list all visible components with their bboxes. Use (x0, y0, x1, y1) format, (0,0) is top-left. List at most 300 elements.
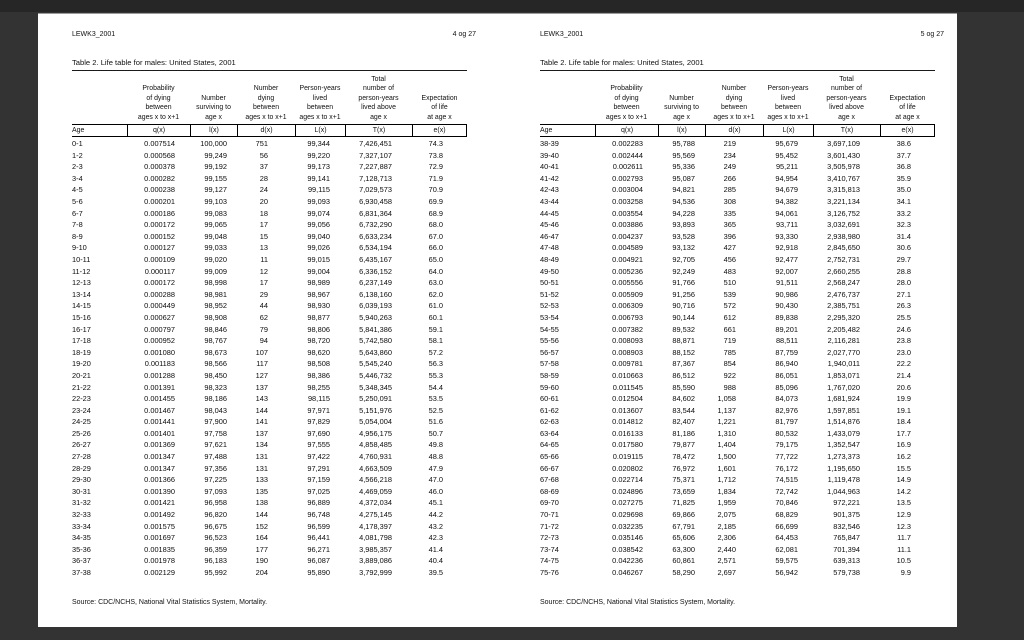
table-cell: 97,971 (307, 405, 330, 415)
table-cell: 94,679 (775, 185, 798, 195)
table-cell: 2,571 (717, 556, 736, 566)
table-cell: 88,152 (672, 347, 695, 357)
table-cell: 785 (723, 347, 736, 357)
table-cell: 74.3 (428, 139, 443, 149)
table-row (72, 358, 467, 370)
column-desc-line: lived (312, 94, 328, 102)
table-cell: 90,430 (775, 301, 798, 311)
table-cell: 61.0 (428, 301, 443, 311)
table-cell: 97,356 (204, 463, 227, 473)
table-cell: 13 (259, 243, 268, 253)
table-cell: 10.5 (896, 556, 911, 566)
table-cell: 0.001080 (144, 347, 175, 357)
table-row (540, 266, 935, 278)
table-cell: 1,681,924 (827, 394, 860, 404)
table-cell: 36-37 (72, 556, 91, 566)
column-symbol: d(x) (237, 125, 295, 136)
table-cell: 23-24 (72, 405, 91, 415)
table-cell: 56.3 (428, 359, 443, 369)
column-desc-line: dying (257, 94, 275, 102)
table-cell: 0.007514 (144, 139, 175, 149)
table-cell: 143 (255, 394, 268, 404)
table-cell: 52.5 (428, 405, 443, 415)
table-cell: 99,020 (204, 254, 227, 264)
table-cell: 14.2 (896, 486, 911, 496)
column-symbol: l(x) (190, 125, 237, 136)
table-cell: 82,407 (672, 417, 695, 427)
table-cell: 0.000186 (144, 208, 175, 218)
table-cell: 1,058 (717, 394, 736, 404)
table-cell: 21-22 (72, 382, 91, 392)
table-cell: 91,511 (775, 278, 798, 288)
table-row (72, 567, 467, 579)
column-desc-cell (658, 94, 705, 122)
page-number: 4 og 27 (452, 31, 476, 38)
table-cell: 39.5 (428, 568, 443, 577)
table-cell: 99,127 (204, 185, 227, 195)
table-cell: 0.046267 (612, 568, 643, 577)
table-cell: 97,291 (307, 463, 330, 473)
column-desc-line: ages x to x+1 (713, 113, 755, 121)
table-row (540, 173, 935, 185)
table-row (540, 405, 935, 417)
table-cell: 60,861 (672, 556, 695, 566)
table-cell: 83,544 (672, 405, 695, 415)
table-cell: 99,083 (204, 208, 227, 218)
table-cell: 1,273,373 (827, 452, 860, 462)
column-desc-line: ages x to x+1 (605, 113, 648, 121)
table-cell: 0.001401 (144, 428, 175, 438)
table-row (540, 347, 935, 359)
table-cell: 456 (723, 254, 736, 264)
table-cell: 2,476,737 (827, 289, 860, 299)
page (38, 14, 506, 627)
column-symbol: T(x) (813, 125, 880, 136)
column-desc-line: age x (370, 113, 387, 121)
table-cell: 59-60 (540, 382, 559, 392)
table-row (72, 347, 467, 359)
table-cell: 3,601,430 (827, 150, 860, 160)
column-descriptions (540, 75, 935, 122)
table-cell: 2,185 (717, 521, 736, 531)
table-cell: 99,048 (204, 231, 227, 241)
table-cell: 51-52 (540, 289, 559, 299)
table-cell: 16.9 (896, 440, 911, 450)
table-cell: 0.004237 (612, 231, 643, 241)
table-cell: 56,942 (775, 568, 798, 577)
column-desc-line: lived above (829, 104, 864, 112)
table-cell: 98,877 (307, 312, 330, 322)
column-desc-line: between (720, 104, 748, 112)
table-cell: 29 (259, 289, 268, 299)
table-cell: 69-70 (540, 498, 559, 508)
table-cell: 29-30 (72, 475, 91, 485)
table-cell: 19.9 (896, 394, 911, 404)
column-desc-line: Number (201, 94, 226, 102)
table-cell: 1,433,079 (827, 428, 860, 438)
table-row (540, 312, 935, 324)
table-cell: 5,643,860 (359, 347, 392, 357)
table-row (72, 393, 467, 405)
table-row (72, 173, 467, 185)
table-cell: 2,116,281 (827, 336, 860, 346)
table-row (540, 277, 935, 289)
table-cell: 5,446,732 (359, 370, 392, 380)
table-cell: 0.027275 (612, 498, 643, 508)
table-cell: 266 (723, 173, 736, 183)
table-cell: 86,512 (672, 370, 695, 380)
table-cell: 98,989 (307, 278, 330, 288)
table-cell: 56 (259, 150, 268, 160)
table-cell: 94,228 (672, 208, 695, 218)
column-symbol: L(x) (295, 125, 345, 136)
table-cell: 204 (255, 568, 268, 577)
table-cell: 84,602 (672, 394, 695, 404)
table-cell: 94,536 (672, 197, 695, 206)
column-desc-line: between (306, 104, 334, 112)
table-cell: 1,959 (717, 498, 736, 508)
table-row (540, 370, 935, 382)
table-cell: 96,889 (307, 498, 330, 508)
table-cell: 91,256 (672, 289, 695, 299)
table-cell: 5,742,580 (359, 336, 392, 346)
table-cell: 24-25 (72, 417, 91, 427)
column-desc-cell (237, 84, 295, 122)
table-cell: 13.5 (896, 498, 911, 508)
table-cell: 1,310 (717, 428, 736, 438)
table-cell: 97,025 (307, 486, 330, 496)
source-note: Source: CDC/NCHS, National Vital Statistics System, Mortality. (540, 599, 736, 606)
table-cell: 27.1 (896, 289, 911, 299)
table-cell: 28.8 (896, 266, 911, 276)
column-desc-line: age x (838, 113, 855, 121)
table-cell: 92,918 (775, 243, 798, 253)
table-cell: 4,566,218 (359, 475, 392, 485)
table-cell: 62.0 (428, 289, 443, 299)
column-desc-line: age x (673, 113, 690, 121)
table-cell: 3,032,691 (827, 220, 860, 230)
table-cell: 57.2 (428, 347, 443, 357)
table-cell: 99,115 (307, 185, 330, 195)
table-cell: 49-50 (540, 266, 559, 276)
table-cell: 719 (723, 336, 736, 346)
table-cell: 701,394 (833, 544, 860, 554)
table-row (72, 474, 467, 486)
table-cell: 63.0 (428, 278, 443, 288)
table-cell: 94,382 (775, 197, 798, 206)
table-cell: 52-53 (540, 301, 559, 311)
table-cell: 96,441 (307, 533, 330, 543)
table-cell: 0.001978 (144, 556, 175, 566)
table-cell: 53.5 (428, 394, 443, 404)
table-cell: 0.000172 (144, 220, 175, 230)
table-cell: 64-65 (540, 440, 559, 450)
table-row (540, 300, 935, 312)
table-cell: 28-29 (72, 463, 91, 473)
table-cell: 35-36 (72, 544, 91, 554)
table-cell: 28 (259, 173, 268, 183)
table-cell: 0.010663 (612, 370, 643, 380)
table-cell: 96,599 (307, 521, 330, 531)
table-cell: 23.8 (896, 336, 911, 346)
column-symbol: L(x) (763, 125, 813, 136)
table-cell: 0.020802 (612, 463, 643, 473)
table-cell: 0.001441 (144, 417, 175, 427)
table-cell: 42-43 (540, 185, 559, 195)
table-row (72, 382, 467, 394)
table-cell: 94 (259, 336, 268, 346)
table-cell: 79,175 (775, 440, 798, 450)
table-cell: 0.000152 (144, 231, 175, 241)
table-cell: 79,877 (672, 440, 695, 450)
table-cell: 71-72 (540, 521, 559, 531)
table-cell: 6,138,160 (359, 289, 392, 299)
table-cell: 6,435,167 (359, 254, 392, 264)
column-desc-line: between (252, 104, 280, 112)
table-cell: 988 (723, 382, 736, 392)
table-cell: 117 (256, 359, 268, 369)
table-cell: 92,477 (775, 254, 798, 264)
table-cell: 539 (723, 289, 736, 299)
table-row (72, 266, 467, 278)
table-cell: 55.3 (428, 370, 443, 380)
table-cell: 76,172 (775, 463, 798, 473)
table-cell: 92,007 (775, 266, 798, 276)
table-cell: 86,051 (775, 370, 798, 380)
table-cell: 3,985,357 (359, 544, 392, 554)
table-cell: 2,697 (717, 568, 736, 577)
table-cell: 12.3 (896, 521, 911, 531)
table-cell: 4,178,397 (359, 521, 392, 531)
table-cell: 70,846 (775, 498, 798, 508)
table-cell: 71,825 (672, 498, 695, 508)
table-row (540, 416, 935, 428)
page-header (540, 30, 944, 39)
table-cell: 94,954 (775, 173, 798, 183)
table-cell: 95,087 (672, 173, 695, 183)
table-cell: 46-47 (540, 231, 559, 241)
column-desc-line: ages x to x+1 (299, 113, 341, 121)
table-cell: 80,532 (775, 428, 798, 438)
table-cell: 96,675 (204, 521, 227, 531)
table-cell: 98,952 (204, 301, 227, 311)
table-row (72, 370, 467, 382)
table-cell: 79 (259, 324, 268, 334)
table-cell: 20-21 (72, 370, 91, 380)
table-cell: 99,033 (204, 243, 227, 253)
table-cell: 3-4 (72, 173, 83, 183)
table-cell: 96,523 (204, 533, 227, 543)
table-row (72, 254, 467, 266)
table-cell: 0.001697 (144, 533, 175, 543)
column-desc-line: at age x (427, 113, 452, 121)
table-cell: 0.002283 (612, 139, 643, 149)
table-cell: 95,211 (775, 162, 798, 172)
table-cell: 60.1 (428, 312, 443, 322)
column-desc-cell (595, 84, 658, 122)
table-row (72, 335, 467, 347)
table-cell: 50.7 (428, 428, 443, 438)
table-cell: 46.0 (428, 486, 443, 496)
table-cell: 97,555 (307, 440, 330, 450)
table-row (72, 208, 467, 220)
table-cell: 37.7 (896, 150, 911, 160)
table-cell: 0.000288 (144, 289, 175, 299)
column-desc-line: person-years (826, 94, 867, 102)
table-cell: 59.1 (428, 324, 443, 334)
table-cell: 0.002611 (612, 162, 643, 172)
table-cell: 0.008903 (612, 347, 643, 357)
table-cell: 36.8 (896, 162, 911, 172)
table-cell: 335 (723, 208, 736, 218)
table-row (540, 497, 935, 509)
table-cell: 95,890 (307, 568, 330, 577)
table-cell: 69.9 (428, 197, 443, 206)
table-row (540, 463, 935, 475)
table-cell: 0.003004 (612, 185, 643, 195)
column-desc-line: number of (362, 85, 395, 93)
table-cell: 97,829 (307, 417, 330, 427)
column-desc-cell (190, 94, 237, 122)
column-symbol-age: Age (540, 127, 553, 135)
table-cell: 74,515 (775, 475, 798, 485)
table-cell: 33-34 (72, 521, 91, 531)
column-desc-cell (705, 84, 763, 122)
table-cell: 61-62 (540, 405, 559, 415)
table-cell: 0.001390 (144, 486, 175, 496)
table-row (540, 358, 935, 370)
table-cell: 131 (255, 452, 268, 462)
table-row (72, 428, 467, 440)
table-cell: 45-46 (540, 220, 559, 230)
table-cell: 17 (259, 278, 268, 288)
table-cell: 751 (255, 139, 268, 149)
table-cell: 86,940 (775, 359, 798, 369)
column-desc-line: of life (899, 104, 916, 112)
table-cell: 0.000172 (144, 278, 175, 288)
table-cell: 54.4 (428, 382, 443, 392)
table-cell: 75,371 (672, 475, 695, 485)
table-cell: 98,186 (204, 394, 227, 404)
table-cell: 127 (255, 370, 268, 380)
table-cell: 95,679 (775, 139, 798, 149)
table-cell: 98,255 (307, 382, 330, 392)
table-cell: 1,044,963 (827, 486, 860, 496)
table-cell: 92,249 (672, 266, 695, 276)
table-cell: 0.001347 (144, 463, 175, 473)
table-cell: 3,889,086 (359, 556, 392, 566)
table-cell: 6-7 (72, 208, 83, 218)
table-cell: 0.029698 (612, 510, 643, 520)
table-cell: 0.001347 (144, 452, 175, 462)
table-cell: 67-68 (540, 475, 559, 485)
table-cell: 39-40 (540, 150, 559, 160)
table-cell: 94,061 (775, 208, 798, 218)
column-desc-line: between (145, 104, 172, 112)
table-cell: 90,716 (672, 301, 695, 311)
column-desc-line: Person-years (299, 85, 341, 93)
table-cell: 0.017580 (612, 440, 643, 450)
table-cell: 0.022714 (612, 475, 643, 485)
table-cell: 98,930 (307, 301, 330, 311)
table-cell: 365 (723, 220, 736, 230)
table-cell: 63,300 (672, 544, 695, 554)
table-row (72, 161, 467, 173)
table-cell: 0.005556 (612, 278, 643, 288)
table-cell: 97,621 (204, 440, 227, 450)
table-cell: 22.2 (896, 359, 911, 369)
table-cell: 31-32 (72, 498, 91, 508)
table-cell: 0.000568 (144, 150, 175, 160)
table-cell: 99,103 (204, 197, 227, 206)
column-symbol: l(x) (658, 125, 705, 136)
table-cell: 0.005236 (612, 266, 643, 276)
table-row (540, 486, 935, 498)
column-desc-line: ages x to x+1 (767, 113, 809, 121)
table-cell: 69,866 (672, 510, 695, 520)
table-cell: 62,081 (775, 544, 798, 554)
table-cell: 1,834 (717, 486, 736, 496)
table-cell: 32.3 (896, 220, 911, 230)
table-cell: 21.4 (896, 370, 911, 380)
table-row (72, 532, 467, 544)
table-cell: 0.001366 (144, 475, 175, 485)
table-cell: 765,847 (833, 533, 860, 543)
table-cell: 98,720 (307, 336, 330, 346)
table-cell: 89,201 (775, 324, 798, 334)
table-cell: 65-66 (540, 452, 559, 462)
table-cell: 43.2 (428, 521, 443, 531)
table-cell: 0.000378 (144, 162, 175, 172)
table-cell: 15 (259, 231, 268, 241)
table-row (540, 428, 935, 440)
table-cell: 5,545,240 (359, 359, 392, 369)
table-cell: 6,534,194 (359, 243, 392, 253)
table-cell: 9-10 (72, 243, 87, 253)
table-cell: 98,508 (307, 359, 330, 369)
table-cell: 285 (723, 185, 736, 195)
table-cell: 99,093 (307, 197, 330, 206)
table-cell: 16.2 (896, 452, 911, 462)
table-cell: 94,821 (672, 185, 695, 195)
table-cell: 134 (255, 440, 268, 450)
table-row (540, 509, 935, 521)
table-cell: 6,237,149 (359, 278, 392, 288)
table-cell: 81,797 (775, 417, 798, 427)
column-desc-line: Expectation (421, 94, 458, 102)
table-cell: 3,315,813 (827, 185, 860, 195)
table-cell: 40-41 (540, 162, 559, 172)
source-note: Source: CDC/NCHS, National Vital Statistics System, Mortality. (72, 599, 268, 606)
table-row (72, 463, 467, 475)
table-cell: 141 (255, 417, 268, 427)
table-cell: 99,173 (307, 162, 330, 172)
column-symbol: e(x) (412, 125, 467, 136)
table-row (72, 451, 467, 463)
column-desc-line: Person-years (767, 85, 809, 93)
table-row (540, 138, 935, 150)
table-cell: 85,096 (775, 382, 798, 392)
column-desc-line: dying (725, 94, 743, 102)
table-cell: 4,858,485 (359, 440, 392, 450)
table-cell: 14-15 (72, 301, 91, 311)
table-cell: 427 (723, 243, 736, 253)
table-cell: 2,568,247 (827, 278, 860, 288)
table-cell: 9.9 (900, 568, 911, 577)
table-cell: 93,893 (672, 220, 695, 230)
table-row (72, 486, 467, 498)
table-cell: 12-13 (72, 278, 91, 288)
